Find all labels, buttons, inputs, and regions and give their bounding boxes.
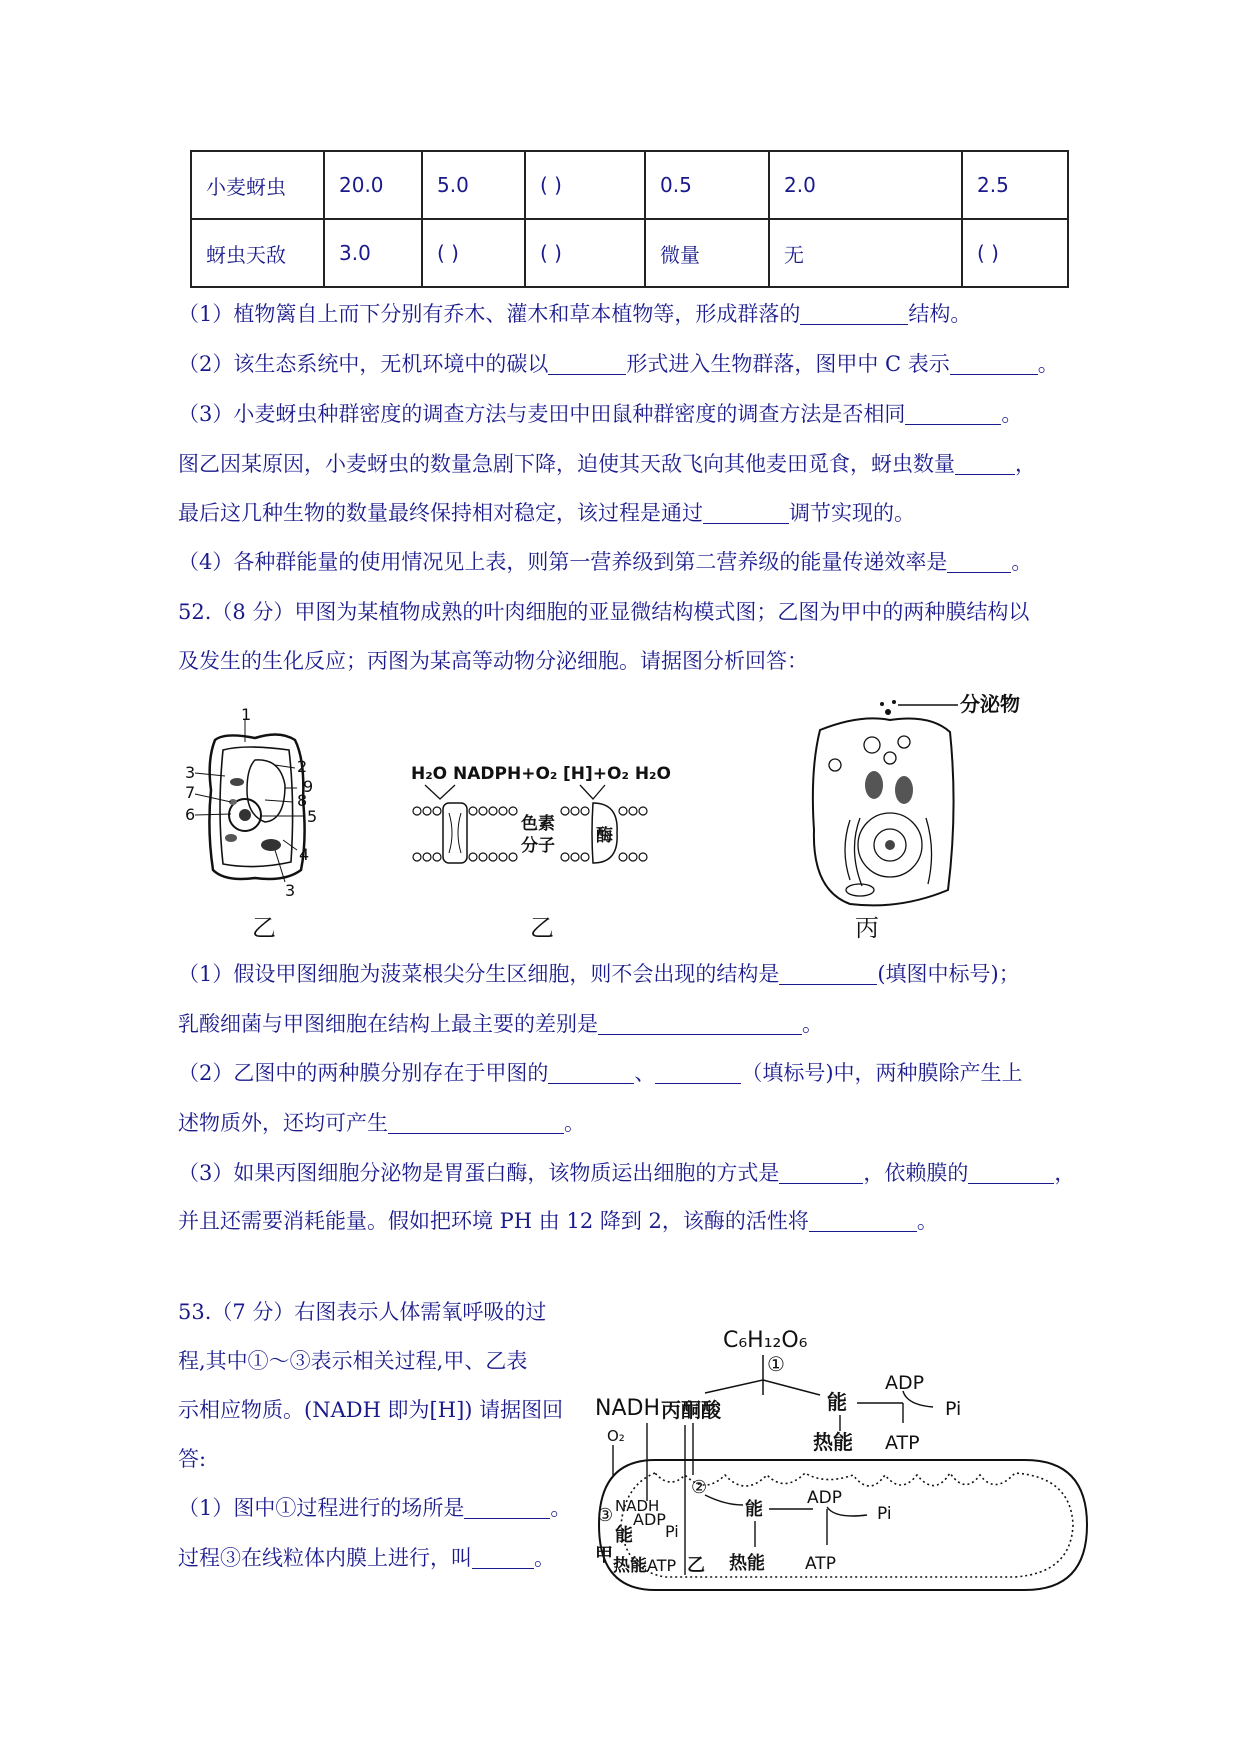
yi-left-top: H₂O NADPH+O₂ [411,764,558,784]
pi-label-2: Pi [665,1522,679,1541]
yi-enzyme: 酶 [596,826,613,846]
q52-line-5: （3）如果丙图细胞分泌物是胃蛋白酶，该物质运出细胞的方式是 ，依赖膜的 ， [178,1161,1076,1185]
q52-intro-2: 及发生的生化反应；丙图为某高等动物分泌细胞。请据图分析回答： [178,649,808,673]
caption-bing: 丙 [855,914,879,942]
label-6: 6 [185,805,196,824]
adp-label: ADP [885,1372,925,1394]
table-cell: 微量 [645,219,769,287]
heat-label: 热能 [813,1430,853,1454]
table-cell: 5.0 [422,151,525,219]
table-cell: ( ) [422,219,525,287]
table-cell: 3.0 [324,219,422,287]
energy-label-3: 能 [745,1499,763,1520]
circle-3: ③ [597,1505,614,1526]
label-8: 8 [297,791,308,810]
table-cell: ( ) [525,219,645,287]
pyruvate-label: 丙酮酸 [661,1398,721,1422]
label-7: 7 [185,783,196,802]
circle-1: ① [767,1352,785,1376]
table-cell: 2.5 [962,151,1068,219]
q51-line-5: 最后这几种生物的数量最终保持相对稳定，该过程是通过 调节实现的。 [178,501,915,525]
caption-jia: 乙 [252,914,276,942]
atp-label-2: ATP [647,1556,677,1575]
label-3: 3 [185,763,196,782]
answer-blank[interactable] [779,1165,863,1184]
q53-line-4: 答: [178,1447,207,1471]
q51-line-3: （3）小麦蚜虫种群密度的调查方法与麦田中田鼠种群密度的调查方法是否相同 。 [178,402,1023,426]
q53-line-2: 程,其中①～③表示相关过程,甲、乙表 [178,1349,528,1373]
respiration-diagram [595,1325,1095,1615]
plant-cell-figure [185,705,350,900]
answer-blank[interactable] [800,306,908,325]
table-cell: 2.0 [769,151,962,219]
answer-blank[interactable] [703,505,789,524]
heat-label-3: 热能 [729,1553,765,1574]
answer-blank[interactable] [947,554,1011,573]
table-cell: 0.5 [645,151,769,219]
table-cell: 小麦蚜虫 [191,151,324,219]
q52-intro-1: 52.（8 分）甲图为某植物成熟的叶肉细胞的亚显微结构模式图；乙图为甲中的两种膜结构以 [178,600,1030,624]
q51-line-2: （2）该生态系统中，无机环境中的碳以 形式进入生物群落，图甲中 C 表示 。 [178,352,1059,376]
glucose-label: C₆H₁₂O₆ [723,1328,808,1353]
heat-label-2: 热能 [613,1556,647,1576]
q51-line-6: （4）各种群能量的使用情况见上表，则第一营养级到第二营养级的能量传递效率是 。 [178,550,1033,574]
q51-line-4: 图乙因某原因，小麦蚜虫的数量急剧下降，迫使其天敌飞向其他麦田觅食，蚜虫数量 ， [178,452,1036,476]
secretion-label: 分泌物 [960,692,1020,716]
nadh-label: NADH [595,1396,660,1421]
label-4: 4 [299,845,310,864]
q52-line-2: 乳酸细菌与甲图细胞在结构上最主要的差别是 。 [178,1012,823,1036]
jia-label: 甲 [595,1545,613,1566]
label-3b: 3 [285,881,296,900]
membrane-figure [405,755,675,875]
energy-label-2: 能 [615,1525,633,1546]
table-cell: 20.0 [324,151,422,219]
answer-blank[interactable] [968,1165,1054,1184]
pi-label-3: Pi [877,1504,892,1524]
q52-line-1: （1）假设甲图细胞为菠菜根尖分生区细胞，则不会出现的结构是 (填图中标号)； [178,962,1020,986]
answer-blank[interactable] [472,1550,534,1569]
yi-pigment-1: 色素 [521,814,555,834]
answer-blank[interactable] [388,1115,564,1134]
label-9: 9 [303,777,314,796]
answer-blank[interactable] [955,456,1015,475]
q52-line-4: 述物质外，还均可产生 。 [178,1111,585,1135]
o2-label: O₂ [607,1427,625,1445]
table-cell: ( ) [525,151,645,219]
table-cell: ( ) [962,219,1068,287]
circle-2: ② [691,1477,708,1498]
table-cell: 无 [769,219,962,287]
adp-label-2: ADP [633,1510,666,1529]
answer-blank[interactable] [779,966,877,985]
pi-label: Pi [945,1398,962,1420]
q53-line-5: （1）图中①过程进行的场所是 。 [178,1496,572,1520]
nadh-small-label: NADH [615,1497,660,1515]
label-5: 5 [307,807,318,826]
q51-line-1: （1）植物篱自上而下分别有乔木、灌木和草本植物等，形成群落的 结构。 [178,302,972,326]
q53-line-6: 过程③在线粒体内膜上进行，叫 。 [178,1546,555,1570]
answer-blank[interactable] [598,1016,802,1035]
answer-blank[interactable] [548,1065,634,1084]
secretory-cell-figure [800,690,1020,930]
q53-line-1: 53.（7 分）右图表示人体需氧呼吸的过 [178,1300,547,1324]
answer-blank[interactable] [905,406,1001,425]
q52-line-3: （2）乙图中的两种膜分别存在于甲图的 、 （填标号)中，两种膜除产生上 [178,1061,1023,1085]
table-cell: 蚜虫天敌 [191,219,324,287]
table-row [191,219,1068,287]
energy-label: 能 [827,1390,847,1414]
atp-label-3: ATP [805,1554,836,1574]
caption-yi: 乙 [530,914,554,942]
answer-blank[interactable] [655,1065,741,1084]
label-2: 2 [297,757,308,776]
adp-label-3: ADP [807,1488,842,1508]
answer-blank[interactable] [464,1500,550,1519]
answer-blank[interactable] [548,356,626,375]
answer-blank[interactable] [950,356,1038,375]
yi-label: 乙 [687,1555,705,1576]
answer-blank[interactable] [809,1213,917,1232]
table-row [191,151,1068,219]
yi-right-top: [H]+O₂ H₂O [563,764,671,784]
q53-line-3: 示相应物质。(NADH 即为[H]) 请据图回 [178,1398,564,1422]
energy-table [190,150,1069,288]
label-1: 1 [241,705,252,724]
yi-pigment-2: 分子 [521,836,555,856]
atp-label: ATP [885,1432,920,1454]
q52-line-6: 并且还需要消耗能量。假如把环境 PH 由 12 降到 2，该酶的活性将 。 [178,1209,938,1233]
